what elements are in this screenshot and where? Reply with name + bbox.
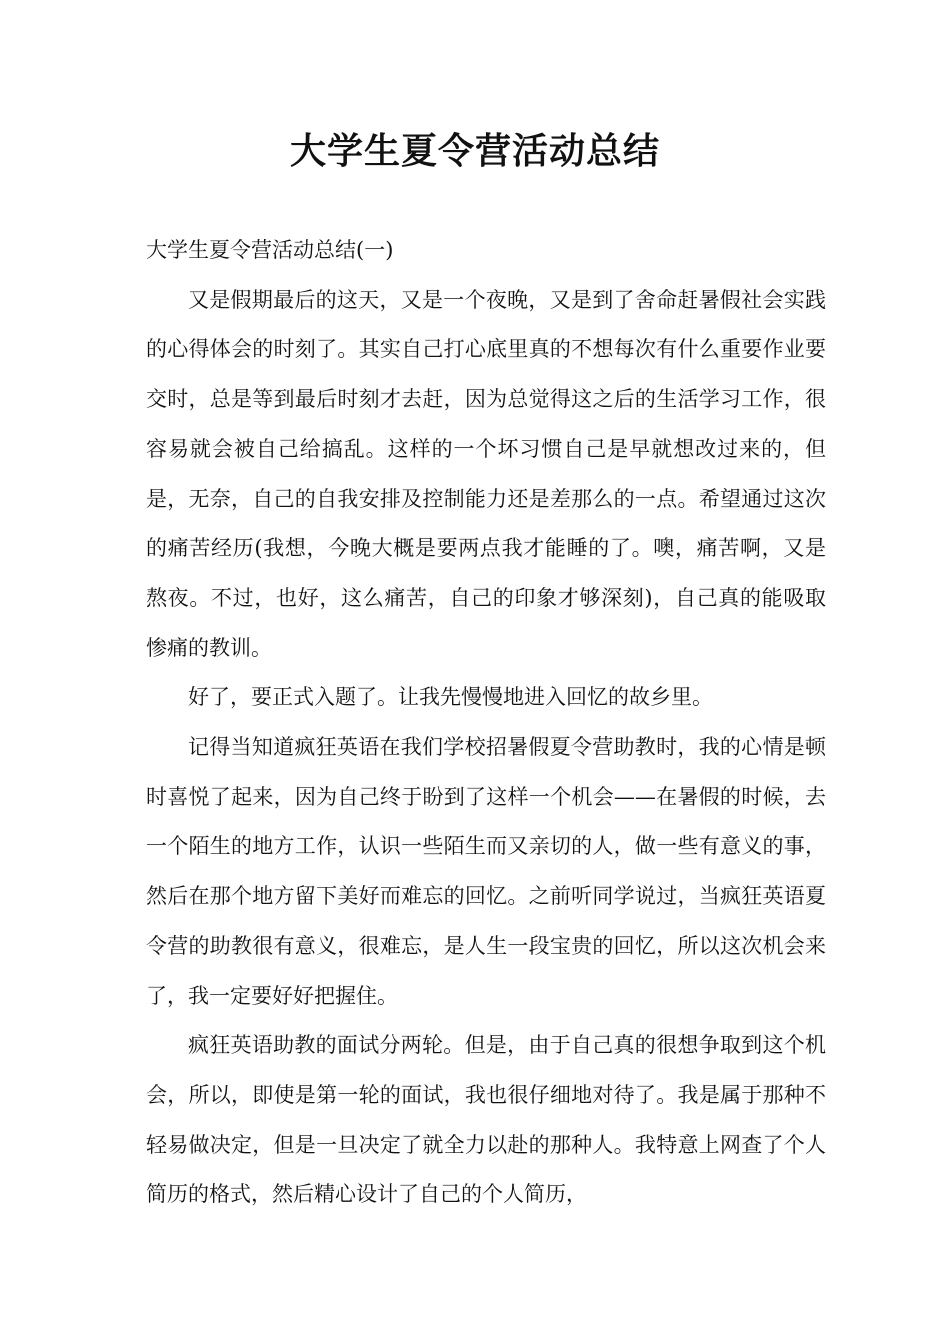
document-title: 大学生夏令营活动总结	[289, 131, 660, 172]
paragraph-4: 疯狂英语助教的面试分两轮。但是，由于自己真的很想争取到这个机会，所以，即使是第一轮的面试，我也很仔细地对待了。我是属于那种不轻易做决定，但是一旦决定了就全力以赴的那种人。我特意上网查了个人简历的格式，然后精心设计了自己的个人简历，	[146, 1033, 826, 1207]
paragraph-2: 好了，要正式入题了。让我先慢慢地进入回忆的故乡里。	[188, 685, 713, 710]
document-body	[146, 226, 826, 1220]
paragraph-3: 记得当知道疯狂英语在我们学校招暑假夏令营助教时，我的心情是顿时喜悦了起来，因为自己终于盼到了这样一个机会——在暑假的时候，去一个陌生的地方工作，认识一些陌生而又亲切的人，做一些有意义的事，然后在那个地方留下美好而难忘的回忆。之前听同学说过，当疯狂英语夏令营的助教很有意义，很难忘，是人生一段宝贵的回忆，所以这次机会来了，我一定要好好把握住。	[146, 735, 826, 1008]
section-heading: 大学生夏令营活动总结(一)	[146, 238, 394, 262]
paragraph-1: 又是假期最后的这天，又是一个夜晚，又是到了舍命赶暑假社会实践的心得体会的时刻了。其实自己打心底里真的不想每次有什么重要作业要交时，总是等到最后时刻才去赶，因为总觉得这之后的生活学习工作，很容易就会被自己给搞乱。这样的一个坏习惯自己是早就想改过来的，但是，无奈，自己的自我安排及控制能力还是差那么的一点。希望通过这次的痛苦经历(我想，今晚大概是要两点我才能睡的了。噢，痛苦啊，又是熬夜。不过，也好，这么痛苦，自己的印象才够深刻)，自己真的能吸取惨痛的教训。	[146, 287, 826, 660]
